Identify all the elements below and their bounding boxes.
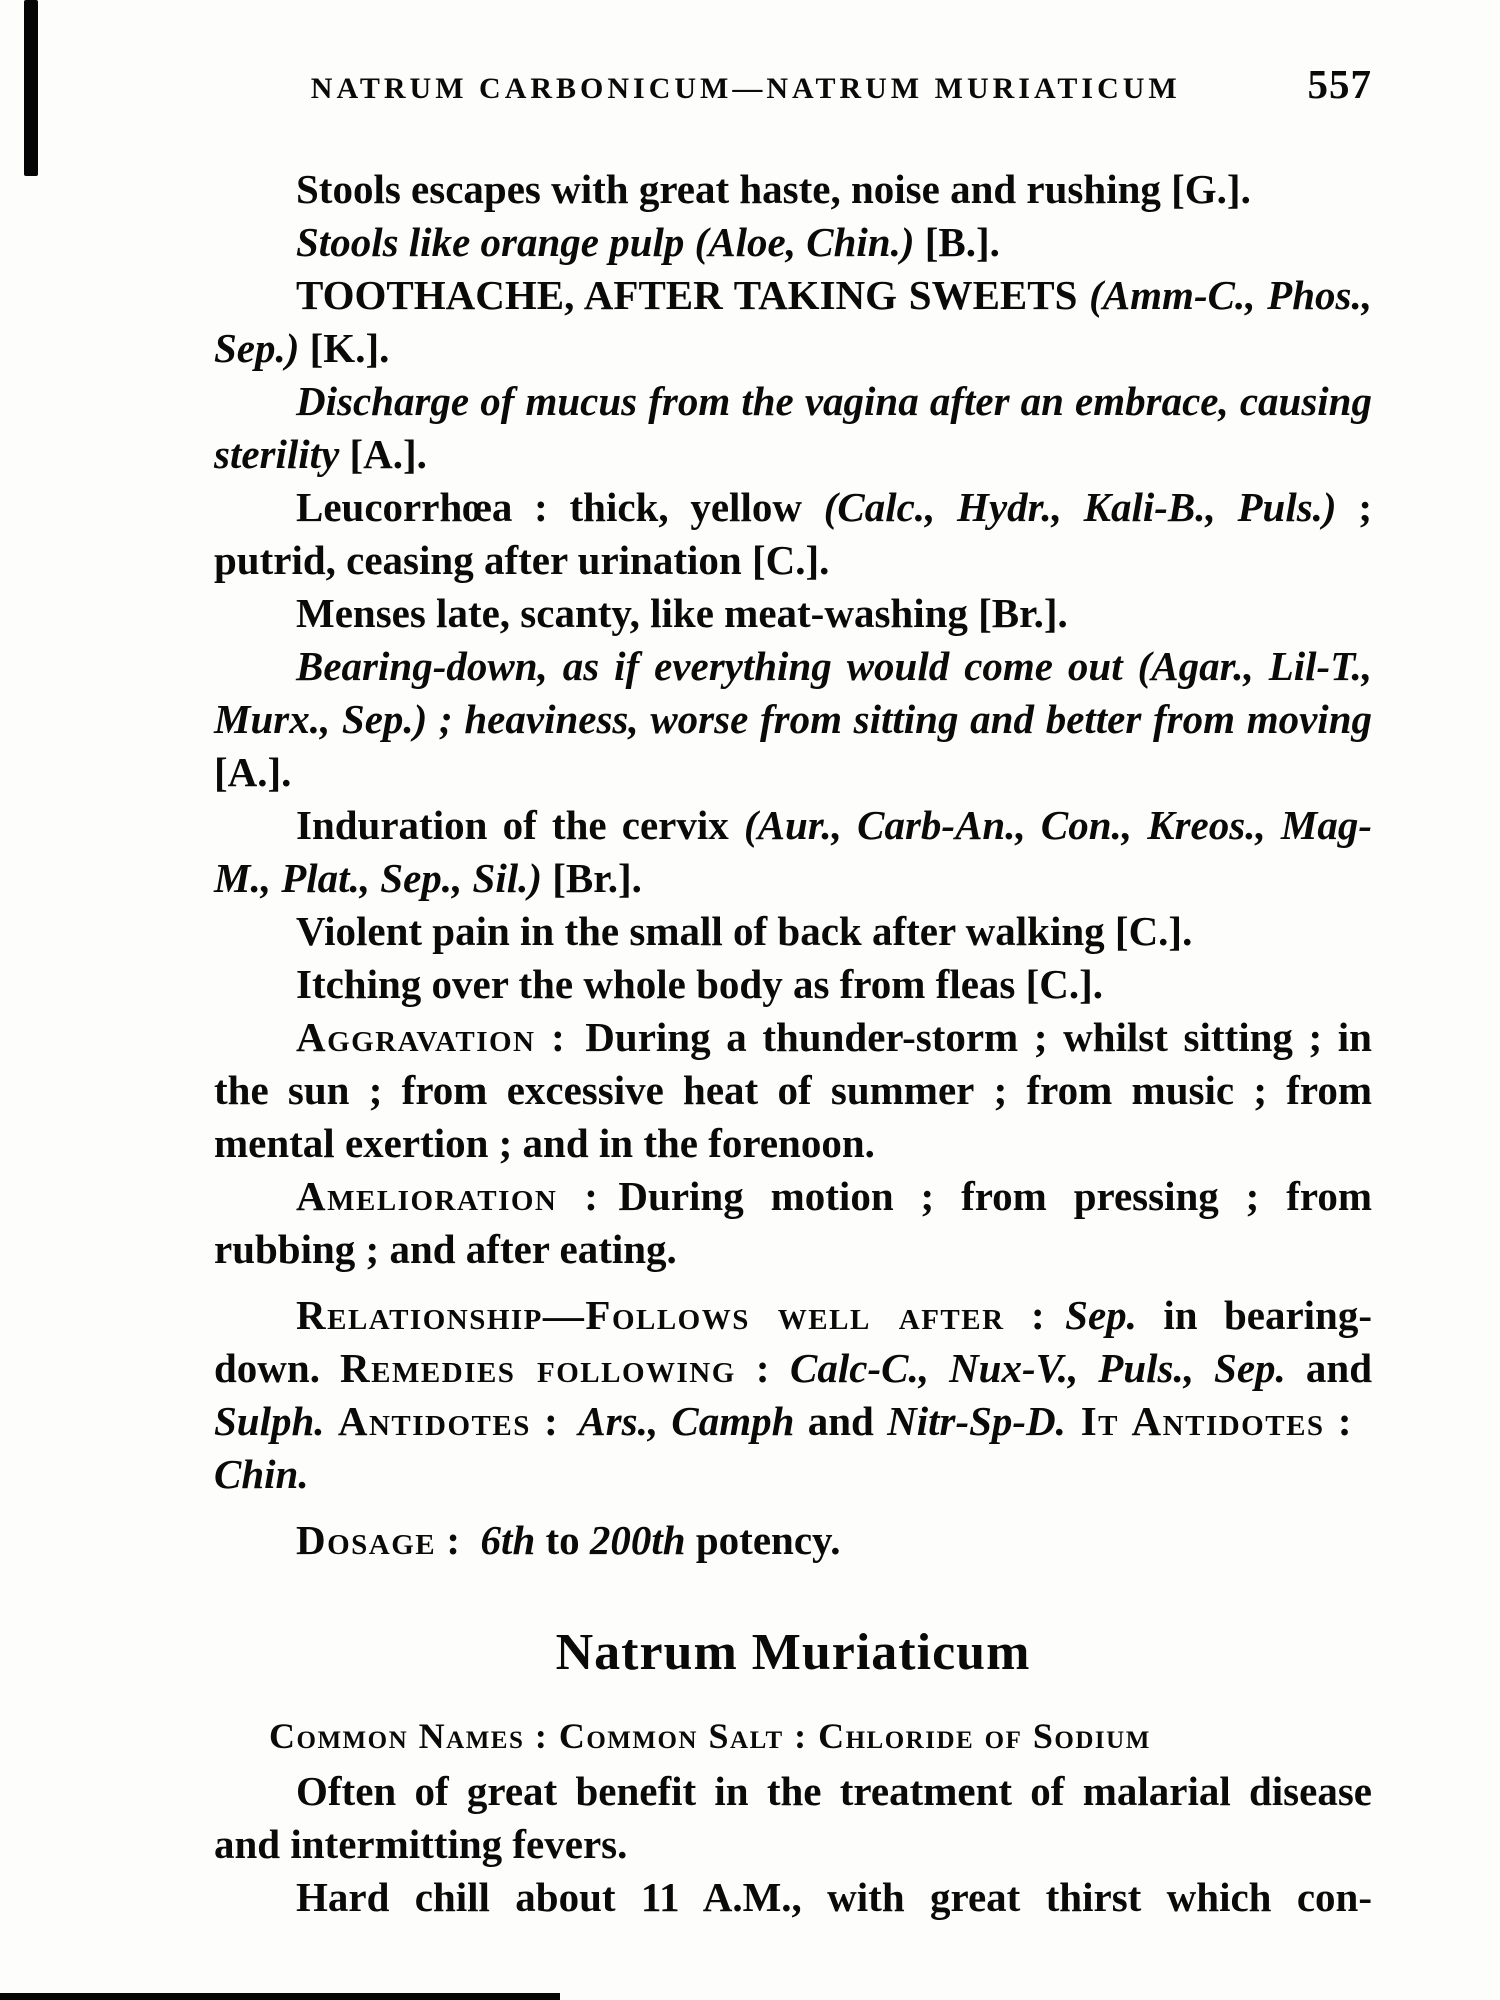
text-run: and bbox=[794, 1398, 888, 1444]
text-run: 200th bbox=[589, 1517, 686, 1563]
text-run: : bbox=[1324, 1398, 1372, 1444]
text-run: TOOTHACHE, AFTER TAKING SWEETS bbox=[296, 272, 1090, 318]
text-run: Antidotes bbox=[337, 1398, 531, 1444]
text-run: : During motion ; from pressing ; from rubbing ; and after eating. bbox=[214, 1173, 1372, 1272]
symptom-paragraph bbox=[214, 481, 1372, 587]
text-run: : bbox=[530, 1398, 579, 1444]
text-run: 6th bbox=[480, 1517, 536, 1563]
text-run: Itching over the whole body as from fleas [C.]. bbox=[296, 961, 1104, 1007]
text-run: Nitr-Sp-D. bbox=[887, 1398, 1066, 1444]
text-run: ; putrid, ceasing after urination [C.]. bbox=[214, 484, 1372, 583]
aggravation-paragraph bbox=[214, 1011, 1372, 1170]
text-run: : bbox=[436, 1517, 481, 1563]
text-run: Common Names : Common Salt : Chloride of Sodium bbox=[269, 1716, 1151, 1756]
text-run: [A.]. bbox=[214, 749, 292, 795]
text-run: Induration of the cervix bbox=[296, 802, 744, 848]
symptom-paragraph bbox=[214, 640, 1372, 799]
symptom-paragraph bbox=[214, 1765, 1372, 1871]
text-run: Chin. bbox=[214, 1451, 309, 1497]
text-run: Bearing-down, as if everything would come out (Agar., Lil-T., Murx., Sep.) ; heaviness, worse from sitting and better from moving bbox=[214, 643, 1372, 742]
page-body-text bbox=[214, 163, 1372, 1924]
text-run: (Amm-C., Phos., Sep.) bbox=[214, 272, 1372, 371]
text-run: It bbox=[1065, 1398, 1132, 1444]
text-run: (Aur., Carb-An., Con., Kreos., Mag-M., Plat., Sep., Sil.) bbox=[214, 802, 1372, 901]
text-run: Sulph. bbox=[214, 1398, 325, 1444]
text-run: in bearing-down. bbox=[214, 1292, 1373, 1391]
symptom-paragraph bbox=[214, 905, 1372, 958]
text-run: [A.]. bbox=[339, 431, 427, 477]
symptom-paragraph bbox=[214, 163, 1372, 216]
text-run: and bbox=[1285, 1345, 1372, 1391]
text-run: : During a thunder-storm ; whilst sitting ; in the sun ; from excessive heat of summer ; from music ; from mental exertion ; and in the forenoon. bbox=[214, 1014, 1372, 1166]
text-run: Hard chill about 11 A.M., with great thirst which con- bbox=[296, 1874, 1372, 1920]
text-run: potency. bbox=[685, 1517, 841, 1563]
page-number: 557 bbox=[1307, 61, 1372, 107]
symptom-paragraph bbox=[214, 958, 1372, 1011]
symptom-paragraph bbox=[214, 269, 1372, 375]
symptom-paragraph bbox=[214, 1871, 1372, 1924]
symptom-paragraph bbox=[214, 375, 1372, 481]
text-run: Ars., Camph bbox=[578, 1398, 795, 1444]
text-run: to bbox=[535, 1517, 590, 1563]
text-run: Discharge of mucus from the vagina after an embrace, causing sterility bbox=[214, 378, 1372, 477]
text-run: [B.]. bbox=[914, 219, 1000, 265]
text-run: Leucorrhœa : thick, yellow bbox=[296, 484, 824, 530]
text-run bbox=[325, 1398, 338, 1444]
amelioration-paragraph bbox=[214, 1170, 1372, 1276]
text-run: Violent pain in the small of back after walking [C.]. bbox=[296, 908, 1193, 954]
relationship-paragraph bbox=[214, 1289, 1372, 1501]
scan-artifact-bottom-edge bbox=[0, 1993, 560, 2000]
text-run: Sep. bbox=[1065, 1292, 1137, 1338]
text-run: Antidotes bbox=[1131, 1398, 1325, 1444]
symptom-paragraph bbox=[214, 587, 1372, 640]
text-run: Remedies following bbox=[340, 1345, 736, 1391]
scan-artifact-top-left bbox=[24, 0, 38, 176]
text-run: : bbox=[1004, 1292, 1066, 1338]
text-run: [K.]. bbox=[299, 325, 390, 371]
text-run: Amelioration bbox=[296, 1173, 558, 1219]
running-title: NATRUM CARBONICUM—NATRUM MURIATICUM bbox=[310, 72, 1181, 105]
text-run: (Calc., Hydr., Kali-B., Puls.) bbox=[823, 484, 1337, 530]
running-head bbox=[214, 58, 1372, 115]
text-run: : bbox=[735, 1345, 791, 1391]
text-run: Relationship—Follows well after bbox=[296, 1292, 1005, 1338]
text-run: Stools escapes with great haste, noise and rushing [G.]. bbox=[296, 166, 1251, 212]
text-run: Often of great benefit in the treatment of malarial disease and intermitting fevers. bbox=[214, 1768, 1372, 1867]
symptom-paragraph bbox=[214, 216, 1372, 269]
text-run: Aggravation bbox=[296, 1014, 536, 1060]
text-run: Menses late, scanty, like meat-washing [Br.]. bbox=[296, 590, 1068, 636]
text-run: Stools like orange pulp (Aloe, Chin.) bbox=[296, 219, 915, 265]
section-heading: Natrum Muriaticum bbox=[555, 1624, 1031, 1681]
dosage-paragraph bbox=[214, 1514, 1372, 1567]
common-names-line bbox=[214, 1711, 1372, 1761]
text-run: [Br.]. bbox=[542, 855, 642, 901]
text-run: Dosage bbox=[296, 1517, 437, 1563]
text-run: Calc-C., Nux-V., Puls., Sep. bbox=[790, 1345, 1286, 1391]
symptom-paragraph bbox=[214, 799, 1372, 905]
